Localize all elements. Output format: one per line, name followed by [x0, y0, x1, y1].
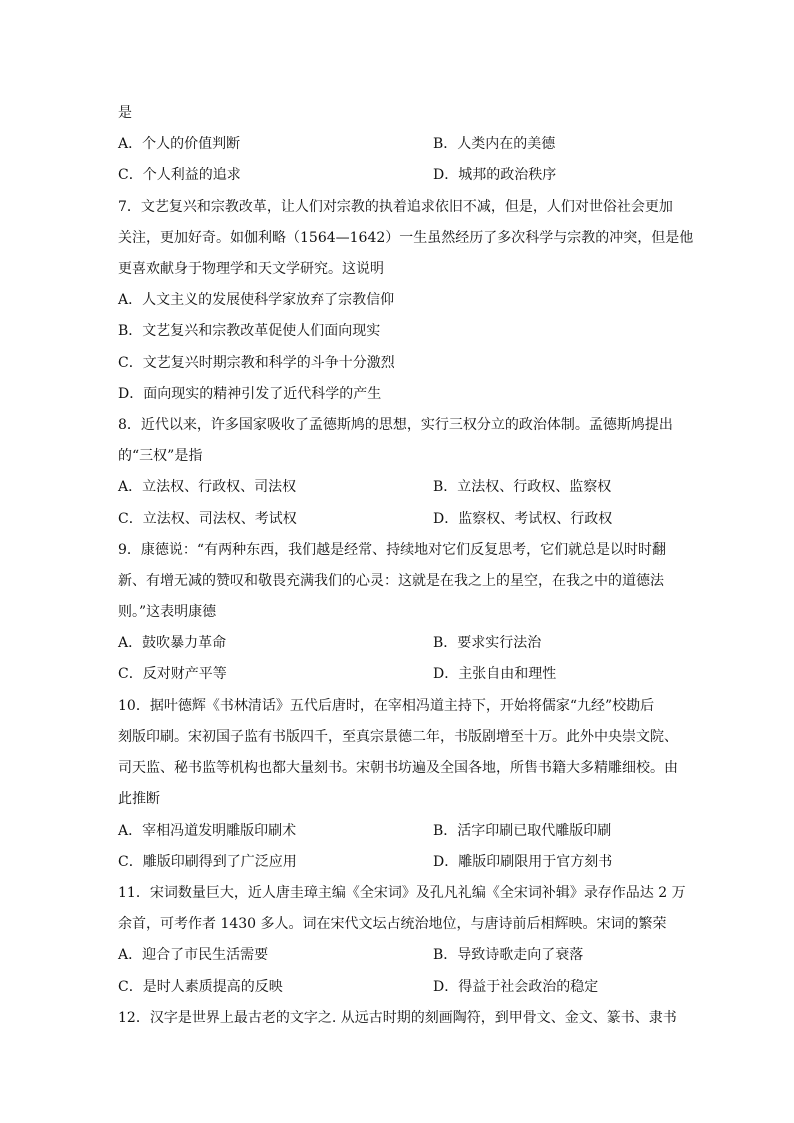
option-8c: C．立法权、司法权、考试权 — [118, 511, 297, 527]
option-6d: D．城邦的政治秩序 — [433, 167, 557, 183]
question-10-line-4: 此推断 — [118, 791, 160, 807]
option-9c: C．反对财产平等 — [118, 666, 227, 682]
question-8-line-2: 的“三权”是指 — [118, 448, 203, 464]
question-9-line-2: 新、有增无减的赞叹和敬畏充满我们的心灵：这就是在我之上的星空，在我之中的道德法 — [118, 573, 664, 589]
option-9b: B．要求实行法治 — [433, 635, 542, 651]
question-8-line-1: 8．近代以来，许多国家吸收了孟德斯鸠的思想，实行三权分立的政治体制。孟德斯鸠提出 — [118, 417, 673, 433]
option-7d: D．面向现实的精神引发了近代科学的产生 — [118, 386, 382, 402]
question-10-line-3: 司天监、秘书监等机构也都大量刻书。宋朝书坊遍及全国各地，所售书籍大多精雕细校。由 — [118, 760, 678, 776]
option-6c: C．个人利益的追求 — [118, 167, 241, 183]
question-10-line-1: 10．据叶德辉《书林清话》五代后唐时，在宰相冯道主持下，开始将儒家“九经”校勘后 — [118, 698, 655, 714]
question-10-line-2: 刻版印刷。宋初国子监有书版四千，至真宗景德二年，书版剧增至十万。此外中央崇文院、 — [118, 729, 678, 745]
question-7-line-2: 关注，更加好奇。如伽利略（1564—1642）一生虽然经历了多次科学与宗教的冲突，但是他 — [118, 230, 694, 246]
option-8b: B．立法权、行政权、监察权 — [433, 479, 612, 495]
option-7a: A．人文主义的发展使科学家放弃了宗教信仰 — [118, 292, 395, 308]
question-9-line-3: 则。”这表明康德 — [118, 604, 217, 620]
option-11c: C．是时人素质提高的反映 — [118, 979, 283, 995]
question-9-line-1: 9．康德说：“有两种东西，我们越是经常、持续地对它们反复思考，它们就总是以时时翻 — [118, 542, 667, 558]
option-9a: A．鼓吹暴力革命 — [118, 635, 227, 651]
question-12-line-1: 12．汉字是世界上最古老的文字之. 从远古时期的刻画陶符，到甲骨文、金文、篆书、隶书 — [118, 1010, 677, 1026]
question-6-stem-end: 是 — [118, 105, 132, 121]
option-8a: A．立法权、行政权、司法权 — [118, 479, 297, 495]
option-10b: B．活字印刷已取代雕版印刷 — [433, 823, 612, 839]
question-11-line-1: 11．宋词数量巨大，近人唐圭璋主编《全宋词》及孔凡礼编《全宋词补辑》录存作品达 2 万 — [118, 885, 686, 901]
option-11a: A．迎合了市民生活需要 — [118, 947, 269, 963]
option-9d: D．主张自由和理性 — [433, 666, 557, 682]
option-10c: C．雕版印刷得到了广泛应用 — [118, 854, 297, 870]
option-6b: B．人类内在的美德 — [433, 136, 556, 152]
option-10d: D．雕版印刷限用于官方刻书 — [433, 854, 613, 870]
option-7b: B．文艺复兴和宗教改革促使人们面向现实 — [118, 323, 381, 339]
question-7-line-3: 更喜欢献身于物理学和天文学研究。这说明 — [118, 261, 384, 277]
option-8d: D．监察权、考试权、行政权 — [433, 511, 613, 527]
option-10a: A．宰相冯道发明雕版印刷术 — [118, 823, 297, 839]
question-7-line-1: 7．文艺复兴和宗教改革，让人们对宗教的执着追求依旧不减，但是，人们对世俗社会更加 — [118, 199, 673, 215]
question-11-line-2: 余首，可考作者 1430 多人。词在宋代文坛占统治地位，与唐诗前后相辉映。宋词的繁荣 — [118, 916, 667, 932]
option-11b: B．导致诗歌走向了衰落 — [433, 947, 584, 963]
option-7c: C．文艺复兴时期宗教和科学的斗争十分激烈 — [118, 355, 395, 371]
option-6a: A．个人的价值判断 — [118, 136, 241, 152]
option-11d: D．得益于社会政治的稳定 — [433, 979, 599, 995]
